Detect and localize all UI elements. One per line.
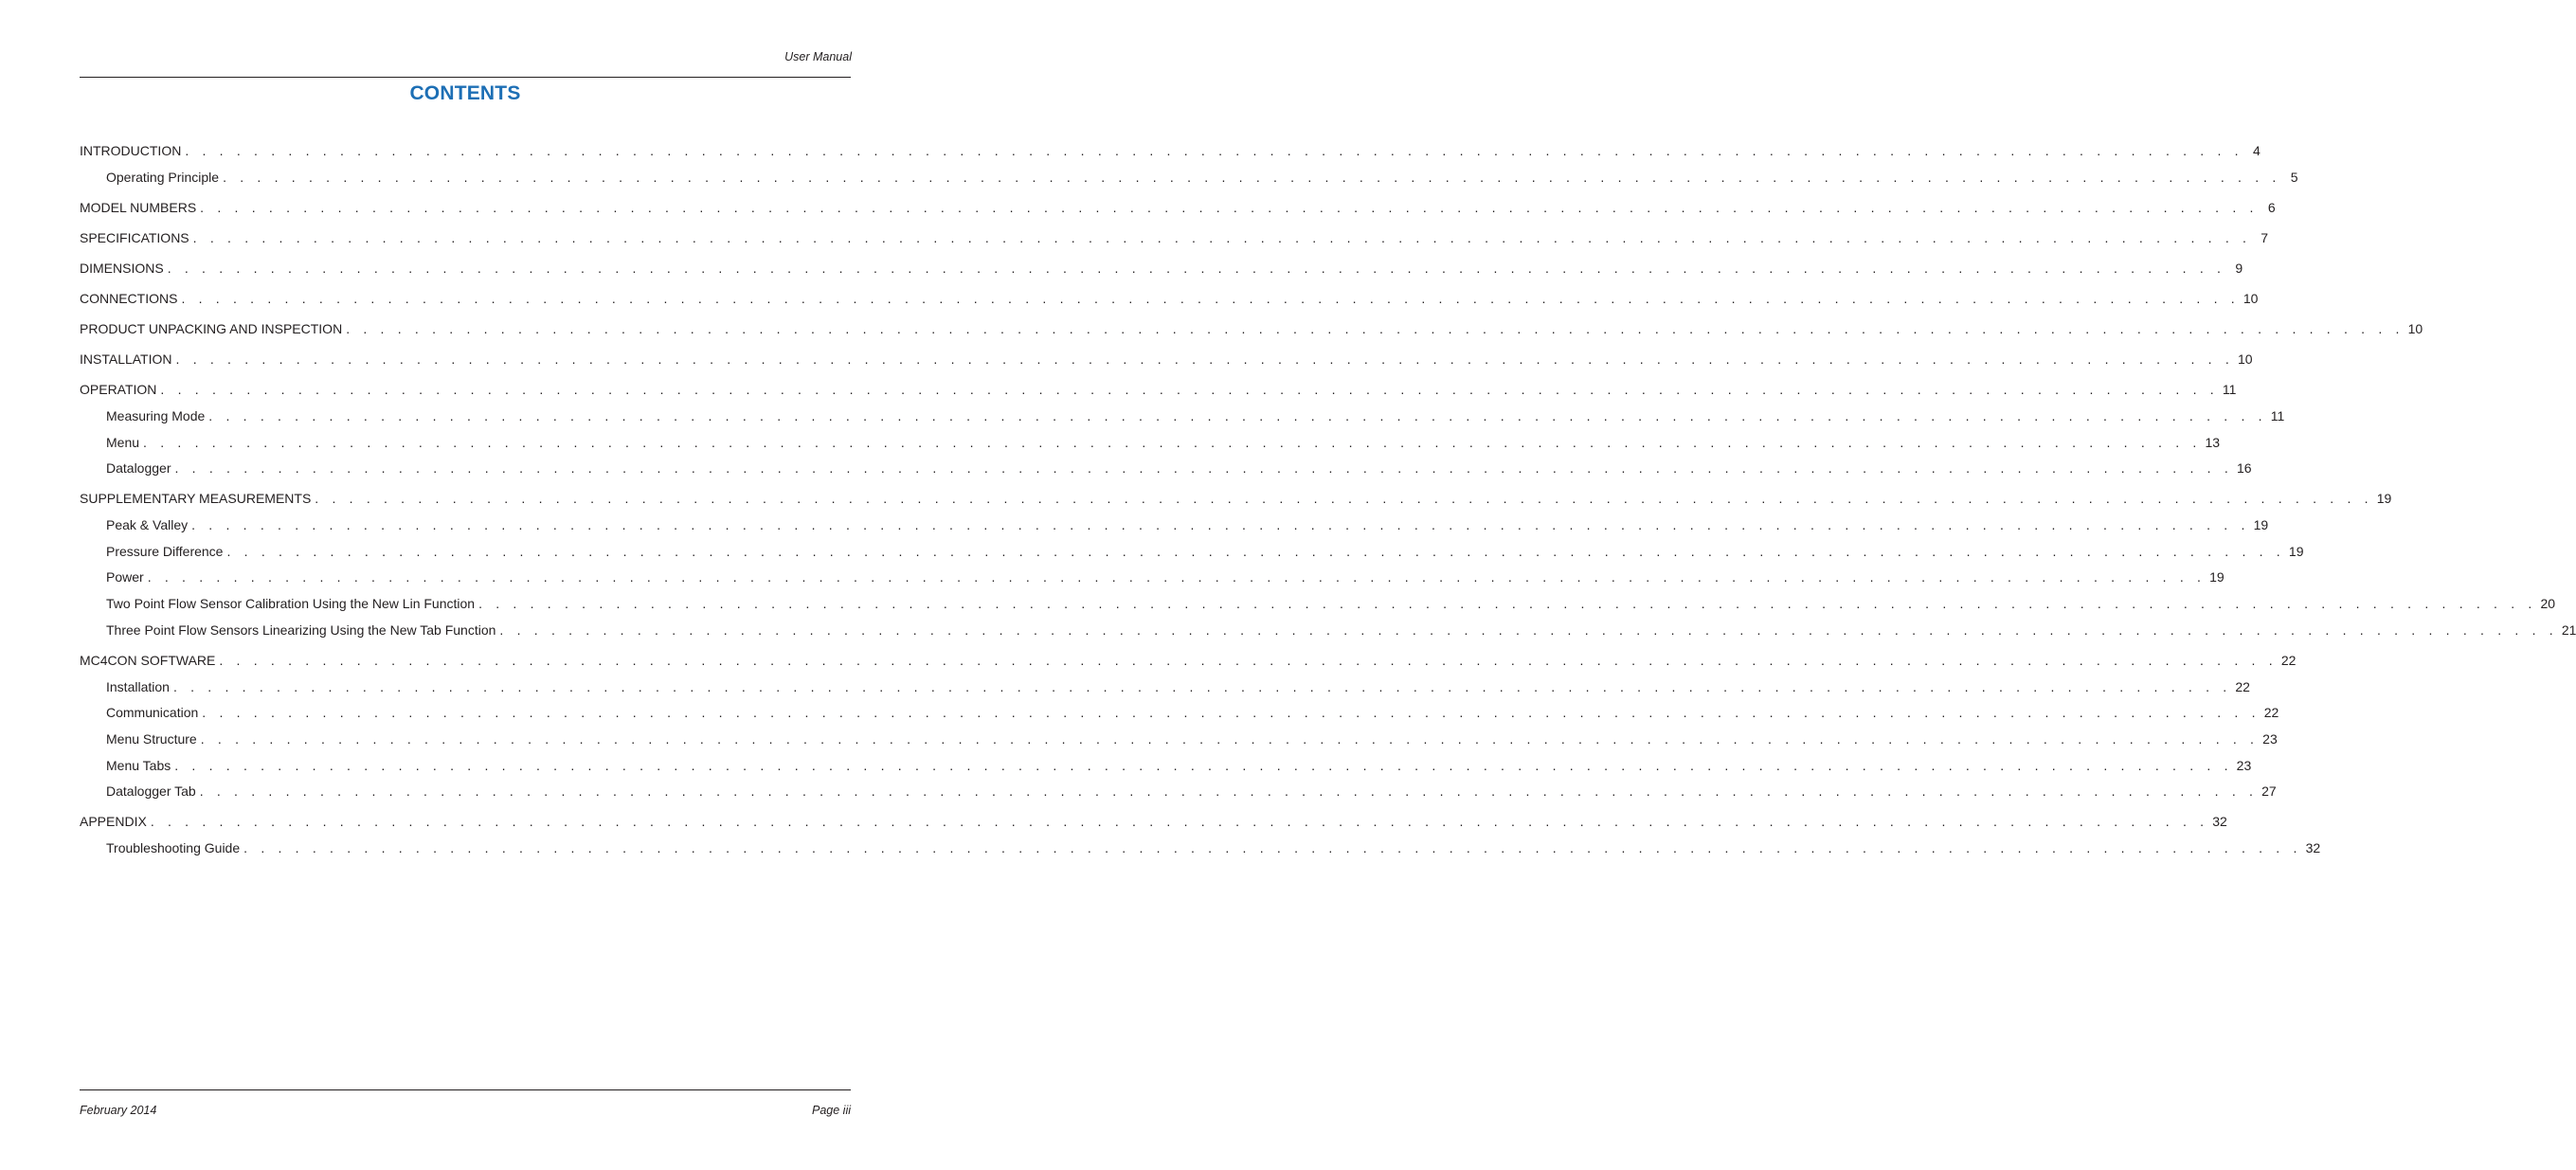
toc-dot-leader: . . . . . . . . . . . . . . . . . . . . . . . . . . . . . . . . . . . . . . . . . . . . . . . . . . . . . . . . . . . . . . . . . . . . . . . . . . . . . . . . . . . . . . . . . . . . . . . . . . . . . . . . . . . . . . . . . . . . . . . . (185, 143, 2243, 158)
table-of-contents (80, 138, 2576, 862)
toc-entry[interactable] (80, 377, 2237, 404)
toc-entry-page: 11 (2270, 407, 2285, 423)
toc-dot-leader: . . . . . . . . . . . . . . . . . . . . . . . . . . . . . . . . . . . . . . . . . . . . . . . . . . . . . . . . . . . . . . . . . . . . . . . . . . . . . . . . . . . . . . . . . . . . . . . . . . . . . . . . . . . . . . . . . . . . . . . . (346, 321, 2405, 337)
toc-entry-label: Operating Principle (106, 169, 220, 185)
toc-dot-leader: . . . . . . . . . . . . . . . . . . . . . . . . . . . . . . . . . . . . . . . . . . . . . . . . . . . . . . . . . . . . . . . . . . . . . . . . . . . . . . . . . . . . . . . . . . . . . . . . . . . . . . . . . . . . . . . . . . . . . . . . (192, 229, 2252, 245)
toc-dot-leader: . . . . . . . . . . . . . . . . . . . . . . . . . . . . . . . . . . . . . . . . . . . . . . . . . . . . . . . . . . . . . . . . . . . . . . . . . . . . . . . . . . . . . . . . . . . . . . . . . . . . . . . . . . . . . . . . . . . . . . . . (223, 169, 2281, 185)
toc-entry-label: Datalogger Tab (106, 783, 196, 800)
footer-rule (80, 1089, 851, 1090)
toc-entry[interactable] (80, 486, 2392, 513)
toc-entry-page: 20 (2540, 596, 2556, 612)
toc-entry-page: 10 (2407, 321, 2423, 337)
toc-entry[interactable] (80, 513, 2269, 539)
toc-entry-label: SUPPLEMENTARY MEASUREMENTS (80, 491, 312, 507)
header-rule (80, 77, 851, 78)
toc-entry-page: 9 (2235, 260, 2243, 276)
toc-entry[interactable] (80, 404, 2285, 430)
toc-entry-page: 21 (2561, 621, 2576, 638)
toc-entry[interactable] (80, 565, 2225, 591)
toc-entry-label: Menu (106, 434, 140, 450)
toc-dot-leader: . . . . . . . . . . . . . . . . . . . . . . . . . . . . . . . . . . . . . . . . . . . . . . . . . . . . . . . . . . . . . . . . . . . . . . . . . . . . . . . . . . . . . . . . . . . . . . . . . . . . . . . . . . . . . . . . . . . . . . . . (200, 199, 2259, 215)
toc-entry[interactable] (80, 648, 2297, 675)
toc-entry[interactable] (80, 165, 2298, 191)
toc-entry-page: 10 (2237, 351, 2253, 368)
toc-entry[interactable] (80, 618, 2576, 644)
toc-entry-label: Power (106, 569, 144, 585)
toc-dot-leader: . . . . . . . . . . . . . . . . . . . . . . . . . . . . . . . . . . . . . . . . . . . . . . . . . . . . . . . . . . . . . . . . . . . . . . . . . . . . . . . . . . . . . . . . . . . . . . . . . . . . . . . . . . . . . . . . . . . . . . . . (208, 407, 2267, 423)
toc-dot-leader: . . . . . . . . . . . . . . . . . . . . . . . . . . . . . . . . . . . . . . . . . . . . . . . . . . . . . . . . . . . . . . . . . . . . . . . . . . . . . . . . . . . . . . . . . . . . . . . . . . . . . . . . . . . . . . . . . . . . . . . . (143, 434, 2202, 450)
toc-entry-label: PRODUCT UNPACKING AND INSPECTION (80, 321, 343, 337)
toc-entry-label: CONNECTIONS (80, 291, 178, 306)
toc-dot-leader: . . . . . . . . . . . . . . . . . . . . . . . . . . . . . . . . . . . . . . . . . . . . . . . . . . . . . . . . . . . . . . . . . . . . . . . . . . . . . . . . . . . . . . . . . . . . . . . . . . . . . . . . . . . . . . . . . . . . . . . . (150, 814, 2209, 830)
toc-entry-page: 19 (2253, 517, 2269, 533)
toc-entry-label: Peak & Valley (106, 517, 189, 533)
toc-entry-label: MC4CON SOFTWARE (80, 652, 216, 668)
toc-entry-page: 5 (2290, 169, 2298, 185)
toc-dot-leader: . . . . . . . . . . . . . . . . . . . . . . . . . . . . . . . . . . . . . . . . . . . . . . . . . . . . . . . . . . . . . . . . . . . . . . . . . . . . . . . . . . . . . . . . . . . . . . . . . . . . . . . . . . . . . . . . . . . . . . . . (147, 569, 2207, 585)
toc-entry[interactable] (80, 286, 2259, 313)
toc-entry-page: 19 (2209, 569, 2225, 585)
toc-entry-page: 32 (2212, 814, 2227, 830)
toc-entry-label: INTRODUCTION (80, 143, 182, 158)
header-label: User Manual (784, 50, 852, 63)
toc-entry[interactable] (80, 836, 2321, 862)
toc-dot-leader: . . . . . . . . . . . . . . . . . . . . . . . . . . . . . . . . . . . . . . . . . . . . . . . . . . . . . . . . . . . . . . . . . . . . . . . . . . . . . . . . . . . . . . . . . . . . . . . . . . . . . . . . . . . . . . . . . . . . . . . . (200, 730, 2260, 747)
toc-entry-label: Datalogger (106, 460, 171, 477)
toc-dot-leader: . . . . . . . . . . . . . . . . . . . . . . . . . . . . . . . . . . . . . . . . . . . . . . . . . . . . . . . . . . . . . . . . . . . . . . . . . . . . . . . . . . . . . . . . . . . . . . . . . . . . . . . . . . . . . . . . . . . . . . . . (174, 757, 2233, 773)
toc-entry-page: 23 (2236, 757, 2252, 773)
toc-entry[interactable] (80, 195, 2276, 222)
toc-dot-leader: . . . . . . . . . . . . . . . . . . . . . . . . . . . . . . . . . . . . . . . . . . . . . . . . . . . . . . . . . . . . . . . . . . . . . . . . . . . . . . . . . . . . . . . . . . . . . . . . . . . . . . . . . . . . . . . . . . . . . . . . (160, 382, 2219, 398)
toc-entry[interactable] (80, 138, 2261, 165)
toc-entry-label: Menu Tabs (106, 757, 171, 773)
toc-entry[interactable] (80, 316, 2423, 343)
toc-entry-page: 16 (2236, 460, 2252, 477)
toc-entry-label: Troubleshooting Guide (106, 840, 241, 856)
toc-entry[interactable] (80, 700, 2279, 727)
toc-entry-label: INSTALLATION (80, 351, 172, 368)
toc-entry[interactable] (80, 347, 2253, 373)
toc-entry[interactable] (80, 809, 2227, 836)
toc-dot-leader: . . . . . . . . . . . . . . . . . . . . . . . . . . . . . . . . . . . . . . . . . . . . . . . . . . . . . . . . . . . . . . . . . . . . . . . . . . . . . . . . . . . . . . . . . . . . . . . . . . . . . . . . . . . . . . . . . . . . . . . . (202, 705, 2261, 721)
toc-entry[interactable] (80, 456, 2252, 482)
toc-dot-leader: . . . . . . . . . . . . . . . . . . . . . . . . . . . . . . . . . . . . . . . . . . . . . . . . . . . . . . . . . . . . . . . . . . . . . . . . . . . . . . . . . . . . . . . . . . . . . . . . . . . . . . . . . . . . . . . . . . . . . . . . (243, 840, 2302, 856)
toc-entry[interactable] (80, 539, 2304, 566)
toc-entry-page: 4 (2252, 143, 2261, 158)
toc-entry-label: Measuring Mode (106, 407, 206, 423)
toc-dot-leader: . . . . . . . . . . . . . . . . . . . . . . . . . . . . . . . . . . . . . . . . . . . . . . . . . . . . . . . . . . . . . . . . . . . . . . . . . . . . . . . . . . . . . . . . . . . . . . . . . . . . . . . . . . . . . . . . . . . . . . . . (315, 491, 2373, 507)
toc-entry-label: DIMENSIONS (80, 260, 164, 276)
footer-date: February 2014 (80, 1104, 157, 1117)
toc-dot-leader: . . . . . . . . . . . . . . . . . . . . . . . . . . . . . . . . . . . . . . . . . . . . . . . . . . . . . . . . . . . . . . . . . . . . . . . . . . . . . . . . . . . . . . . . . . . . . . . . . . . . . . . . . . . . . . . . . . . . . . . . (167, 260, 2226, 276)
toc-dot-leader: . . . . . . . . . . . . . . . . . . . . . . . . . . . . . . . . . . . . . . . . . . . . . . . . . . . . . . . . . . . . . . . . . . . . . . . . . . . . . . . . . . . . . . . . . . . . . . . . . . . . . . . . . . . . . . . . . . . . . . . . (174, 460, 2233, 477)
footer-page-number: Page iii (812, 1104, 851, 1117)
toc-entry-label: SPECIFICATIONS (80, 229, 189, 245)
toc-entry-label: Communication (106, 705, 199, 721)
toc-dot-leader: . . . . . . . . . . . . . . . . . . . . . . . . . . . . . . . . . . . . . . . . . . . . . . . . . . . . . . . . . . . . . . . . . . . . . . . . . . . . . . . . . . . . . . . . . . . . . . . . . . . . . . . . . . . . . . . . . . . . . . . . (199, 783, 2259, 800)
toc-dot-leader: . . . . . . . . . . . . . . . . . . . . . . . . . . . . . . . . . . . . . . . . . . . . . . . . . . . . . . . . . . . . . . . . . . . . . . . . . . . . . . . . . . . . . . . . . . . . . . . . . . . . . . . . . . . . . . . . . . . . . . . . (172, 678, 2232, 694)
toc-dot-leader: . . . . . . . . . . . . . . . . . . . . . . . . . . . . . . . . . . . . . . . . . . . . . . . . . . . . . . . . . . . . . . . . . . . . . . . . . . . . . . . . . . . . . . . . . . . . . . . . . . . . . . . . . . . . . . . . . . . . . . . . (191, 517, 2250, 533)
toc-entry[interactable] (80, 430, 2221, 457)
toc-entry-label: Two Point Flow Sensor Calibration Using the New Lin Function (106, 596, 476, 612)
toc-entry[interactable] (80, 753, 2252, 780)
toc-entry[interactable] (80, 591, 2556, 618)
toc-entry-page: 19 (2376, 491, 2392, 507)
toc-entry[interactable] (80, 225, 2269, 252)
toc-entry-label: APPENDIX (80, 814, 147, 830)
toc-entry-page: 7 (2261, 229, 2269, 245)
toc-entry-page: 10 (2243, 291, 2259, 306)
toc-entry-page: 27 (2261, 783, 2277, 800)
toc-entry[interactable] (80, 779, 2277, 805)
toc-entry-page: 23 (2262, 730, 2278, 747)
toc-entry-label: Three Point Flow Sensors Linearizing Using the New Tab Function (106, 621, 496, 638)
toc-entry-page: 6 (2267, 199, 2276, 215)
toc-entry-page: 22 (2280, 652, 2297, 668)
toc-entry-page: 19 (2288, 543, 2304, 559)
toc-entry-page: 22 (2235, 678, 2250, 694)
toc-entry-label: Installation (106, 678, 170, 694)
toc-entry[interactable] (80, 256, 2243, 282)
toc-dot-leader: . . . . . . . . . . . . . . . . . . . . . . . . . . . . . . . . . . . . . . . . . . . . . . . . . . . . . . . . . . . . . . . . . . . . . . . . . . . . . . . . . . . . . . . . . . . . . . . . . . . . . . . . . . . . . . . . . . . . . . . . (226, 543, 2285, 559)
toc-entry-page: 32 (2305, 840, 2321, 856)
toc-entry[interactable] (80, 675, 2250, 701)
toc-entry-page: 13 (2205, 434, 2221, 450)
toc-dot-leader: . . . . . . . . . . . . . . . . . . . . . . . . . . . . . . . . . . . . . . . . . . . . . . . . . . . . . . . . . . . . . . . . . . . . . . . . . . . . . . . . . . . . . . . . . . . . . . . . . . . . . . . . . . . . . . . . . . . . . . . . (219, 652, 2278, 668)
page-title: CONTENTS (409, 82, 521, 104)
toc-dot-leader: . . . . . . . . . . . . . . . . . . . . . . . . . . . . . . . . . . . . . . . . . . . . . . . . . . . . . . . . . . . . . . . . . . . . . . . . . . . . . . . . . . . . . . . . . . . . . . . . . . . . . . . . . . . . . . . . . . . . . . . . (499, 621, 2558, 638)
toc-entry-page: 22 (2263, 705, 2279, 721)
toc-entry-label: Menu Structure (106, 730, 197, 747)
toc-entry[interactable] (80, 727, 2278, 753)
toc-entry-label: MODEL NUMBERS (80, 199, 197, 215)
toc-entry-label: OPERATION (80, 382, 157, 398)
toc-entry-label: Pressure Difference (106, 543, 224, 559)
toc-dot-leader: . . . . . . . . . . . . . . . . . . . . . . . . . . . . . . . . . . . . . . . . . . . . . . . . . . . . . . . . . . . . . . . . . . . . . . . . . . . . . . . . . . . . . . . . . . . . . . . . . . . . . . . . . . . . . . . . . . . . . . . . (478, 596, 2537, 612)
toc-dot-leader: . . . . . . . . . . . . . . . . . . . . . . . . . . . . . . . . . . . . . . . . . . . . . . . . . . . . . . . . . . . . . . . . . . . . . . . . . . . . . . . . . . . . . . . . . . . . . . . . . . . . . . . . . . . . . . . . . . . . . . . . (175, 351, 2234, 368)
toc-dot-leader: . . . . . . . . . . . . . . . . . . . . . . . . . . . . . . . . . . . . . . . . . . . . . . . . . . . . . . . . . . . . . . . . . . . . . . . . . . . . . . . . . . . . . . . . . . . . . . . . . . . . . . . . . . . . . . . . . . . . . . . . (181, 291, 2240, 306)
toc-entry-page: 11 (2222, 382, 2237, 398)
